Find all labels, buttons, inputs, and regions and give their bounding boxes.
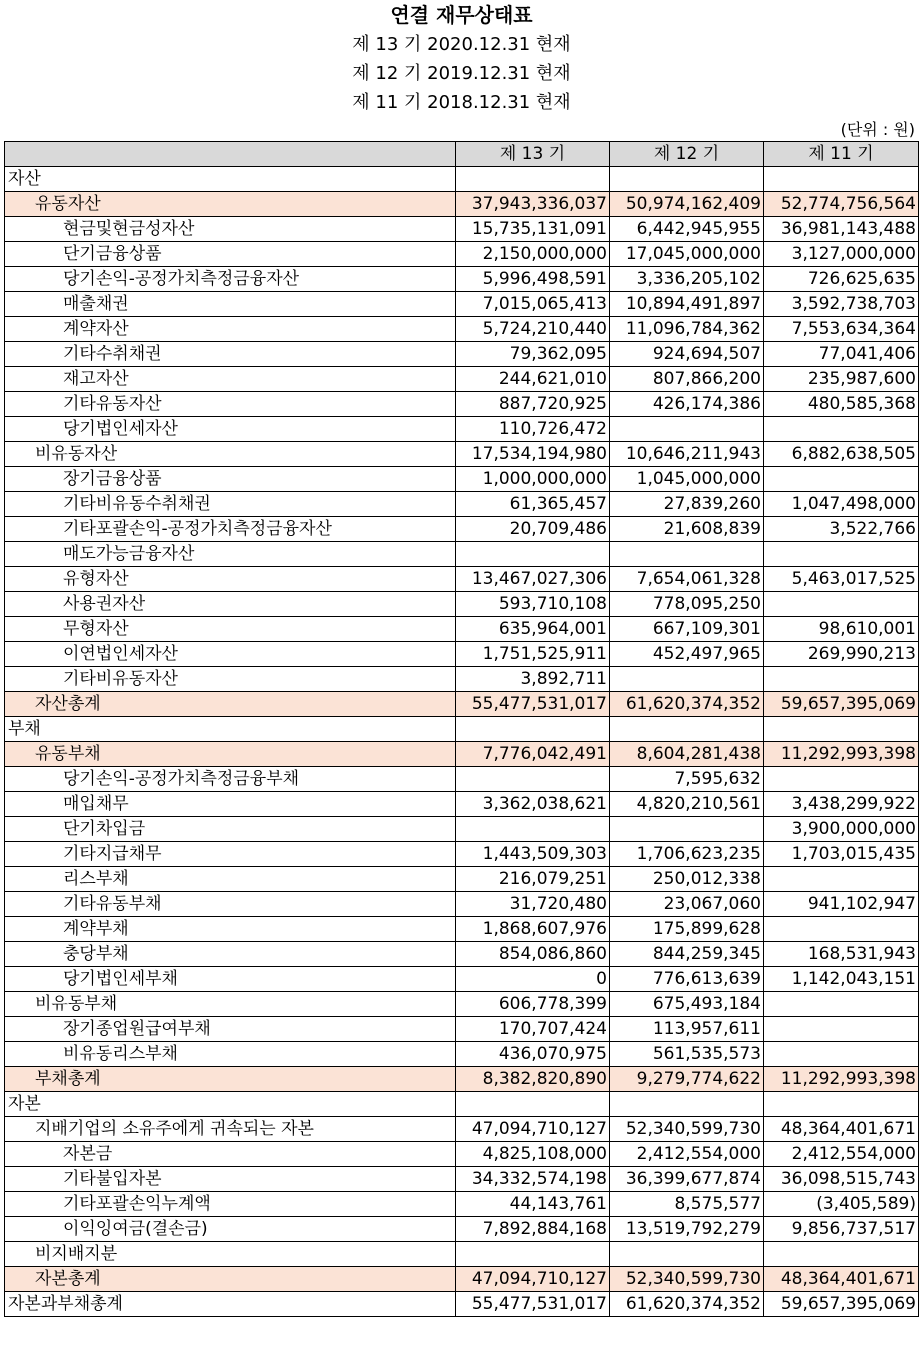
row-label: 자본과부채총계 — [5, 1292, 456, 1317]
value-cell: 31,720,480 — [456, 892, 610, 917]
row-label: 당기손익-공정가치측정금융부채 — [5, 767, 456, 792]
value-cell: 4,825,108,000 — [456, 1142, 610, 1167]
row-label: 자산 — [5, 167, 456, 192]
value-cell — [456, 817, 610, 842]
table-row — [5, 1167, 919, 1192]
value-cell: 59,657,395,069 — [764, 1292, 919, 1317]
value-cell: 3,522,766 — [764, 517, 919, 542]
value-cell: 2,412,554,000 — [764, 1142, 919, 1167]
table-row — [5, 1092, 919, 1117]
value-cell — [764, 1242, 919, 1267]
value-cell: 244,621,010 — [456, 367, 610, 392]
table-row — [5, 442, 919, 467]
period-line-13: 제 13 기 2020.12.31 현재 — [352, 34, 571, 55]
value-cell: 47,094,710,127 — [456, 1117, 610, 1142]
table-row — [5, 217, 919, 242]
value-cell: 50,974,162,409 — [610, 192, 764, 217]
value-cell: 3,592,738,703 — [764, 292, 919, 317]
value-cell: 667,109,301 — [610, 617, 764, 642]
value-cell — [764, 467, 919, 492]
value-cell: 36,098,515,743 — [764, 1167, 919, 1192]
value-cell: 11,292,993,398 — [764, 742, 919, 767]
value-cell: 44,143,761 — [456, 1192, 610, 1217]
value-cell: 7,015,065,413 — [456, 292, 610, 317]
row-label: 기타포괄손익누계액 — [5, 1192, 456, 1217]
value-cell — [456, 717, 610, 742]
value-cell: 13,467,027,306 — [456, 567, 610, 592]
value-cell: 1,868,607,976 — [456, 917, 610, 942]
value-cell — [456, 167, 610, 192]
value-cell — [764, 417, 919, 442]
table-row — [5, 517, 919, 542]
value-cell — [610, 717, 764, 742]
value-cell: 6,882,638,505 — [764, 442, 919, 467]
table-row — [5, 342, 919, 367]
row-label: 기타비유동수취채권 — [5, 492, 456, 517]
value-cell: 7,776,042,491 — [456, 742, 610, 767]
value-cell — [456, 767, 610, 792]
value-cell: 3,336,205,102 — [610, 267, 764, 292]
table-row — [5, 292, 919, 317]
table-row — [5, 1267, 919, 1292]
value-cell — [610, 542, 764, 567]
table-row — [5, 1017, 919, 1042]
table-row — [5, 192, 919, 217]
value-cell: 2,150,000,000 — [456, 242, 610, 267]
value-cell: (3,405,589) — [764, 1192, 919, 1217]
value-cell: 23,067,060 — [610, 892, 764, 917]
value-cell: 47,094,710,127 — [456, 1267, 610, 1292]
value-cell: 887,720,925 — [456, 392, 610, 417]
row-label: 이연법인세자산 — [5, 642, 456, 667]
value-cell: 0 — [456, 967, 610, 992]
value-cell: 5,463,017,525 — [764, 567, 919, 592]
row-label: 당기손익-공정가치측정금융자산 — [5, 267, 456, 292]
row-label: 자본금 — [5, 1142, 456, 1167]
value-cell: 61,365,457 — [456, 492, 610, 517]
value-cell: 113,957,611 — [610, 1017, 764, 1042]
row-label: 부채 — [5, 717, 456, 742]
value-cell — [764, 717, 919, 742]
table-row — [5, 892, 919, 917]
period-line-11: 제 11 기 2018.12.31 현재 — [352, 92, 571, 113]
value-cell — [764, 1092, 919, 1117]
row-label: 비유동자산 — [5, 442, 456, 467]
value-cell — [764, 542, 919, 567]
value-cell: 48,364,401,671 — [764, 1267, 919, 1292]
value-cell: 3,892,711 — [456, 667, 610, 692]
row-label: 자본총계 — [5, 1267, 456, 1292]
value-cell: 235,987,600 — [764, 367, 919, 392]
statement-header — [0, 0, 923, 117]
value-cell: 7,553,634,364 — [764, 317, 919, 342]
row-label: 당기법인세부채 — [5, 967, 456, 992]
value-cell: 778,095,250 — [610, 592, 764, 617]
table-row — [5, 942, 919, 967]
value-cell: 3,900,000,000 — [764, 817, 919, 842]
table-row — [5, 417, 919, 442]
table-row — [5, 1067, 919, 1092]
row-label: 비유동부채 — [5, 992, 456, 1017]
value-cell — [456, 1242, 610, 1267]
row-label: 기타불입자본 — [5, 1167, 456, 1192]
value-cell — [764, 867, 919, 892]
value-cell: 250,012,338 — [610, 867, 764, 892]
table-row — [5, 642, 919, 667]
value-cell: 941,102,947 — [764, 892, 919, 917]
header-cell-13: 제 13 기 — [456, 142, 610, 167]
table-row — [5, 692, 919, 717]
row-label: 기타유동부채 — [5, 892, 456, 917]
table-row — [5, 1217, 919, 1242]
value-cell: 1,045,000,000 — [610, 467, 764, 492]
value-cell: 170,707,424 — [456, 1017, 610, 1042]
row-label: 무형자산 — [5, 617, 456, 642]
table-row — [5, 467, 919, 492]
value-cell — [764, 1042, 919, 1067]
row-label: 기타지급채무 — [5, 842, 456, 867]
value-cell: 34,332,574,198 — [456, 1167, 610, 1192]
value-cell: 48,364,401,671 — [764, 1117, 919, 1142]
table-row — [5, 1117, 919, 1142]
value-cell — [764, 917, 919, 942]
value-cell: 9,279,774,622 — [610, 1067, 764, 1092]
table-row — [5, 617, 919, 642]
value-cell: 1,703,015,435 — [764, 842, 919, 867]
row-label: 기타비유동자산 — [5, 667, 456, 692]
value-cell: 452,497,965 — [610, 642, 764, 667]
row-label: 자본 — [5, 1092, 456, 1117]
row-label: 유동부채 — [5, 742, 456, 767]
value-cell: 5,996,498,591 — [456, 267, 610, 292]
row-label: 기타유동자산 — [5, 392, 456, 417]
row-label: 단기금융상품 — [5, 242, 456, 267]
row-label: 사용권자산 — [5, 592, 456, 617]
row-label: 충당부채 — [5, 942, 456, 967]
period-line-12: 제 12 기 2019.12.31 현재 — [352, 63, 571, 84]
value-cell: 110,726,472 — [456, 417, 610, 442]
header-cell-12: 제 12 기 — [610, 142, 764, 167]
row-label: 기타포괄손익-공정가치측정금융자산 — [5, 517, 456, 542]
table-row — [5, 267, 919, 292]
row-label: 재고자산 — [5, 367, 456, 392]
row-label: 리스부채 — [5, 867, 456, 892]
table-row — [5, 367, 919, 392]
value-cell — [764, 167, 919, 192]
table-row — [5, 1042, 919, 1067]
row-label: 유동자산 — [5, 192, 456, 217]
value-cell: 1,047,498,000 — [764, 492, 919, 517]
balance-sheet-table — [4, 141, 919, 1317]
value-cell: 269,990,213 — [764, 642, 919, 667]
table-header-row — [5, 142, 919, 167]
value-cell — [610, 417, 764, 442]
value-cell: 1,142,043,151 — [764, 967, 919, 992]
value-cell: 8,604,281,438 — [610, 742, 764, 767]
value-cell: 59,657,395,069 — [764, 692, 919, 717]
value-cell: 561,535,573 — [610, 1042, 764, 1067]
value-cell: 7,654,061,328 — [610, 567, 764, 592]
value-cell: 8,382,820,890 — [456, 1067, 610, 1092]
value-cell: 11,096,784,362 — [610, 317, 764, 342]
value-cell: 216,079,251 — [456, 867, 610, 892]
value-cell: 635,964,001 — [456, 617, 610, 642]
value-cell: 27,839,260 — [610, 492, 764, 517]
value-cell — [764, 767, 919, 792]
value-cell: 55,477,531,017 — [456, 1292, 610, 1317]
table-row — [5, 567, 919, 592]
value-cell: 13,519,792,279 — [610, 1217, 764, 1242]
value-cell: 17,045,000,000 — [610, 242, 764, 267]
value-cell: 98,610,001 — [764, 617, 919, 642]
value-cell: 175,899,628 — [610, 917, 764, 942]
row-label: 장기종업원급여부채 — [5, 1017, 456, 1042]
table-row — [5, 1292, 919, 1317]
value-cell: 2,412,554,000 — [610, 1142, 764, 1167]
header-cell-label — [5, 142, 456, 167]
value-cell — [456, 542, 610, 567]
statement-title: 연결 재무상태표 — [390, 3, 533, 27]
table-row — [5, 1192, 919, 1217]
value-cell: 52,774,756,564 — [764, 192, 919, 217]
row-label: 단기차입금 — [5, 817, 456, 842]
row-label: 이익잉여금(결손금) — [5, 1217, 456, 1242]
table-row — [5, 792, 919, 817]
table-row — [5, 917, 919, 942]
value-cell: 426,174,386 — [610, 392, 764, 417]
row-label: 비지배지분 — [5, 1242, 456, 1267]
value-cell — [610, 1242, 764, 1267]
value-cell: 52,340,599,730 — [610, 1267, 764, 1292]
row-label: 비유동리스부채 — [5, 1042, 456, 1067]
value-cell: 11,292,993,398 — [764, 1067, 919, 1092]
value-cell: 10,894,491,897 — [610, 292, 764, 317]
row-label: 부채총계 — [5, 1067, 456, 1092]
value-cell: 77,041,406 — [764, 342, 919, 367]
value-cell — [610, 667, 764, 692]
value-cell: 4,820,210,561 — [610, 792, 764, 817]
table-row — [5, 842, 919, 867]
value-cell: 3,127,000,000 — [764, 242, 919, 267]
value-cell: 1,443,509,303 — [456, 842, 610, 867]
table-row — [5, 317, 919, 342]
value-cell: 593,710,108 — [456, 592, 610, 617]
value-cell: 61,620,374,352 — [610, 1292, 764, 1317]
table-row — [5, 867, 919, 892]
row-label: 매도가능금융자산 — [5, 542, 456, 567]
table-row — [5, 667, 919, 692]
value-cell: 6,442,945,955 — [610, 217, 764, 242]
table-row — [5, 592, 919, 617]
row-label: 기타수취채권 — [5, 342, 456, 367]
value-cell: 7,892,884,168 — [456, 1217, 610, 1242]
row-label: 지배기업의 소유주에게 귀속되는 자본 — [5, 1117, 456, 1142]
value-cell: 1,000,000,000 — [456, 467, 610, 492]
value-cell: 675,493,184 — [610, 992, 764, 1017]
row-label: 자산총계 — [5, 692, 456, 717]
header-cell-11: 제 11 기 — [764, 142, 919, 167]
value-cell: 5,724,210,440 — [456, 317, 610, 342]
value-cell: 924,694,507 — [610, 342, 764, 367]
value-cell: 55,477,531,017 — [456, 692, 610, 717]
row-label: 계약자산 — [5, 317, 456, 342]
value-cell: 436,070,975 — [456, 1042, 610, 1067]
table-row — [5, 742, 919, 767]
value-cell: 79,362,095 — [456, 342, 610, 367]
value-cell — [764, 1017, 919, 1042]
table-row — [5, 167, 919, 192]
table-row — [5, 992, 919, 1017]
row-label: 유형자산 — [5, 567, 456, 592]
value-cell: 854,086,860 — [456, 942, 610, 967]
value-cell — [610, 817, 764, 842]
table-row — [5, 1142, 919, 1167]
value-cell: 168,531,943 — [764, 942, 919, 967]
row-label: 계약부채 — [5, 917, 456, 942]
value-cell: 1,751,525,911 — [456, 642, 610, 667]
value-cell: 807,866,200 — [610, 367, 764, 392]
value-cell — [764, 992, 919, 1017]
value-cell: 61,620,374,352 — [610, 692, 764, 717]
value-cell — [610, 167, 764, 192]
value-cell: 726,625,635 — [764, 267, 919, 292]
value-cell: 1,706,623,235 — [610, 842, 764, 867]
value-cell: 606,778,399 — [456, 992, 610, 1017]
value-cell — [764, 592, 919, 617]
table-row — [5, 242, 919, 267]
value-cell: 15,735,131,091 — [456, 217, 610, 242]
row-label: 매입채무 — [5, 792, 456, 817]
value-cell: 3,438,299,922 — [764, 792, 919, 817]
table-row — [5, 542, 919, 567]
table-row — [5, 967, 919, 992]
value-cell: 3,362,038,621 — [456, 792, 610, 817]
value-cell: 37,943,336,037 — [456, 192, 610, 217]
value-cell: 7,595,632 — [610, 767, 764, 792]
value-cell: 36,399,677,874 — [610, 1167, 764, 1192]
value-cell: 776,613,639 — [610, 967, 764, 992]
table-row — [5, 492, 919, 517]
table-row — [5, 717, 919, 742]
value-cell: 17,534,194,980 — [456, 442, 610, 467]
row-label: 장기금융상품 — [5, 467, 456, 492]
value-cell: 8,575,577 — [610, 1192, 764, 1217]
value-cell: 480,585,368 — [764, 392, 919, 417]
value-cell — [456, 1092, 610, 1117]
value-cell — [764, 667, 919, 692]
table-body — [5, 167, 919, 1317]
row-label: 현금및현금성자산 — [5, 217, 456, 242]
table-row — [5, 1242, 919, 1267]
table-row — [5, 767, 919, 792]
value-cell: 52,340,599,730 — [610, 1117, 764, 1142]
value-cell: 9,856,737,517 — [764, 1217, 919, 1242]
value-cell: 10,646,211,943 — [610, 442, 764, 467]
table-row — [5, 392, 919, 417]
value-cell — [610, 1092, 764, 1117]
value-cell: 20,709,486 — [456, 517, 610, 542]
row-label: 매출채권 — [5, 292, 456, 317]
value-cell: 36,981,143,488 — [764, 217, 919, 242]
value-cell: 844,259,345 — [610, 942, 764, 967]
unit-label: (단위 : 원) — [840, 120, 915, 139]
value-cell: 21,608,839 — [610, 517, 764, 542]
table-row — [5, 817, 919, 842]
row-label: 당기법인세자산 — [5, 417, 456, 442]
